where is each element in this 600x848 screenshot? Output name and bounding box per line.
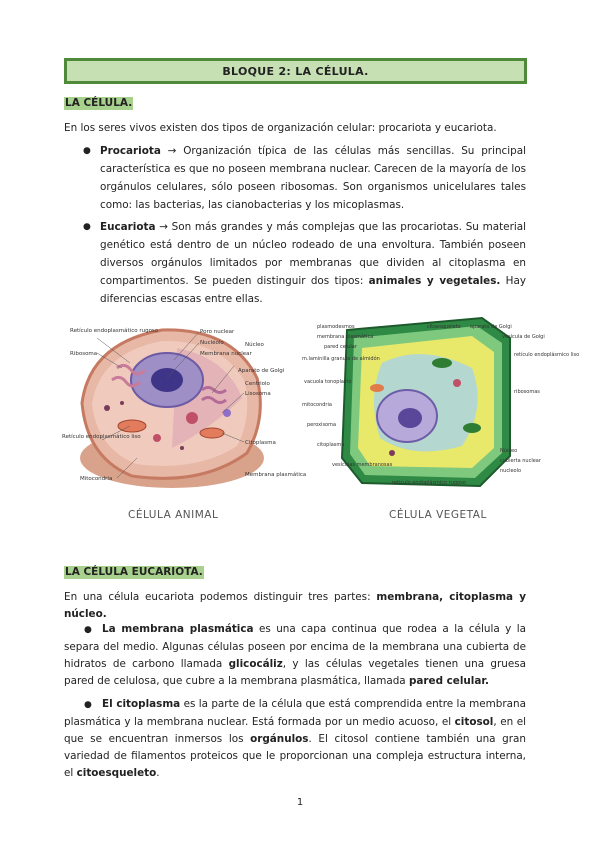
- page-number: 1: [296, 797, 304, 808]
- plant-label-peroxisoma: peroxisoma: [307, 422, 337, 428]
- plant-label-reticulo-liso: retículo endoplásmico liso: [514, 352, 580, 358]
- label-mitocondria: Mitocondria: [80, 476, 113, 482]
- label-citoplasma: Citoplasma: [245, 440, 276, 446]
- eucariota-term: Eucariota: [100, 221, 156, 233]
- membrana-term: La membrana plasmática: [102, 623, 254, 635]
- cell-diagrams-figure: [62, 308, 580, 528]
- membrana-paragraph: ● La membrana plasmática es una capa continua que rodea a la célula y la separa del medio. Algunas células poseen por encima de la membrana una cubierta de hidratos de carbono llamada glicocáliz, y las células vegetales tienen una gruesa pared de celulosa, que cubre a la membrana plasmática, llamada pared celular.: [64, 623, 527, 687]
- label-poro-nuclear: Poro nuclear: [200, 329, 235, 335]
- label-reticulo-rugoso: Retículo endoplasmático rugoso: [70, 328, 159, 334]
- plant-label-nucleo: Núcleo: [500, 448, 518, 454]
- plant-label-golgi: aparato de Golgi: [470, 324, 512, 330]
- plant-label-ribosomas: ribosomas: [514, 389, 540, 395]
- label-lisosoma: Lisosoma: [245, 391, 271, 397]
- procariota-term: Procariota: [100, 145, 161, 157]
- plant-label-vesicula-golgi: vesícula de Golgi: [502, 334, 545, 340]
- plant-label-cubierta-nuclear: cubierta nuclear: [500, 458, 541, 464]
- plant-label-vesiculas: vesículas membranosas: [332, 462, 393, 468]
- label-reticulo-liso: Retículo endoplasmático liso: [62, 434, 141, 440]
- cell-diagrams-svg: [62, 308, 580, 528]
- label-membrana-plasmatica: Membrana plasmática: [245, 472, 307, 478]
- label-nucleolo: Nucléolo: [200, 340, 224, 346]
- plant-label-vacuola: vacuola tonoplasto: [304, 379, 352, 385]
- plant-label-citoesqueleto: citoesqueleto: [427, 324, 461, 330]
- bullet-dot: ●: [84, 700, 92, 710]
- section-heading-celula-eucariota: LA CÉLULA EUCARIOTA.: [65, 566, 203, 578]
- label-nucleo: Núcleo: [245, 342, 264, 348]
- plant-label-citoplasma: citoplasma: [317, 442, 345, 448]
- bullet-dot: ●: [83, 222, 91, 232]
- procariota-item: Procariota → Organización típica de las células más sencillas. Su principal característica es que no poseen membrana nuclear. Carecen de la mayoría de los orgánulos celulares, sólo poseen ribosomas. Son organismos unicelulares tales como: las bacterias, las cianobacterias y los micoplasmas.: [100, 145, 526, 211]
- citoplasma-paragraph: ● El citoplasma es la parte de la célula que está comprendida entre la membrana plasmática y la membrana nuclear. Está formada por un medio acuoso, el citosol, en el que se encuentran inmersos los orgánulos. El citosol contiene también una gran variedad de filamentos proteicos que le proporcionan una compleja estructura interna, el citoesqueleto.: [64, 698, 526, 779]
- block-title: BLOQUE 2: LA CÉLULA.: [222, 64, 369, 78]
- section-heading-la-celula: LA CÉLULA.: [65, 97, 133, 109]
- animal-cell-caption: CÉLULA ANIMAL: [128, 509, 219, 521]
- citoplasma-term: El citoplasma: [102, 698, 181, 710]
- intro-paragraph: En los seres vivos existen dos tipos de organización celular: procariota y eucariota.: [64, 122, 497, 134]
- plant-label-membrana-plasmatica: membrana plasmática: [317, 334, 374, 340]
- plant-label-pared-celular: pared celular: [324, 344, 357, 350]
- label-golgi: Aparato de Golgi: [238, 368, 285, 374]
- plant-cell-illustration: [342, 318, 510, 486]
- label-ribosoma: Ribosoma: [70, 351, 98, 357]
- plant-label-plasmodesmos: plasmodesmos: [317, 324, 355, 330]
- plant-cell-caption: CÉLULA VEGETAL: [389, 509, 487, 521]
- bullet-dot: ●: [83, 146, 91, 156]
- block-title-banner: [64, 58, 527, 84]
- label-centriolo: Centriolo: [245, 381, 270, 387]
- label-membrana-nuclear: Membrana nuclear: [200, 351, 252, 357]
- bullet-dot: ●: [84, 625, 92, 635]
- eucariota-item: Eucariota → Son más grandes y más complejas que las procariotas. Su material genético está dentro de un núcleo rodeado de una envoltura. También poseen diversos orgánulos limitados por membranas que dividen al citoplasma en compartimentos. Se pueden distinguir dos tipos: animales y vegetales. Hay diferencias escasas entre ellas.: [100, 221, 526, 305]
- eucariota-intro-paragraph: En una célula eucariota podemos distinguir tres partes: membrana, citoplasma y núcleo.: [64, 591, 526, 620]
- plant-label-mitocondria: mitocondria: [302, 402, 332, 408]
- plant-label-nucleolo: nucleolo: [500, 468, 522, 474]
- plant-label-laminilla: m.laminilla granula de almidón: [302, 356, 380, 362]
- plant-label-reticulo-rugoso: retículo endoplásmico rugoso: [392, 480, 466, 486]
